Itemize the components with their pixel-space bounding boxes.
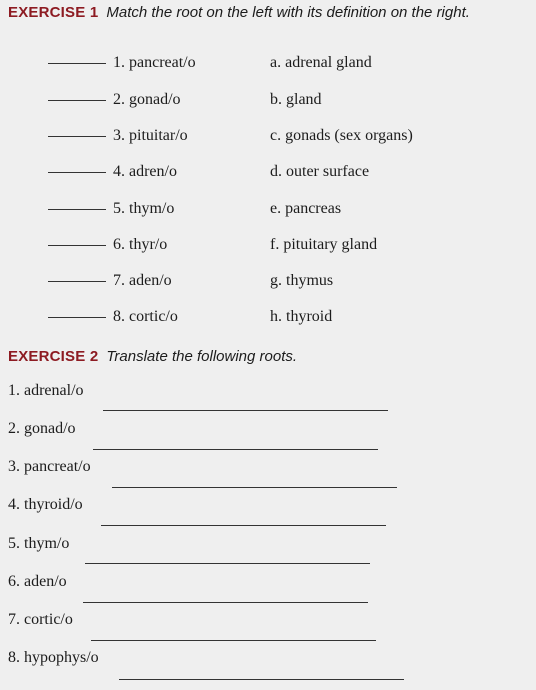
definition-item: b. gland bbox=[270, 91, 322, 108]
definition-item: e. pancreas bbox=[270, 200, 342, 217]
translation-row bbox=[0, 570, 536, 608]
translation-row bbox=[0, 417, 536, 455]
translation-item: 1. adrenal/o bbox=[8, 382, 84, 399]
answer-blank[interactable] bbox=[48, 63, 106, 64]
root-item: 8. cortic/o bbox=[113, 308, 178, 325]
root-item: 1. pancreat/o bbox=[113, 54, 196, 71]
answer-blank[interactable] bbox=[48, 136, 106, 137]
definition-item: h. thyroid bbox=[270, 308, 333, 325]
translation-item: 8. hypophys/o bbox=[8, 649, 99, 666]
match-row bbox=[0, 305, 536, 329]
translation-row bbox=[0, 455, 536, 493]
root-item: 6. thyr/o bbox=[113, 236, 168, 253]
translation-row bbox=[0, 646, 536, 684]
translation-row bbox=[0, 608, 536, 646]
match-row bbox=[0, 233, 536, 257]
translation-item: 2. gonad/o bbox=[8, 420, 76, 437]
match-row bbox=[0, 124, 536, 148]
match-row bbox=[0, 160, 536, 184]
root-item: 2. gonad/o bbox=[113, 91, 181, 108]
answer-line[interactable] bbox=[91, 640, 376, 641]
definition-item: g. thymus bbox=[270, 272, 334, 289]
answer-line[interactable] bbox=[103, 410, 388, 411]
exercise-1-label: EXERCISE 1 bbox=[8, 4, 99, 21]
answer-line[interactable] bbox=[112, 487, 397, 488]
answer-blank[interactable] bbox=[48, 317, 106, 318]
exercise-1-instruction: Match the root on the left with its definition on the right. bbox=[106, 4, 470, 21]
answer-line[interactable] bbox=[101, 525, 386, 526]
answer-blank[interactable] bbox=[48, 100, 106, 101]
exercise-2-heading bbox=[8, 348, 297, 366]
answer-blank[interactable] bbox=[48, 281, 106, 282]
answer-blank[interactable] bbox=[48, 172, 106, 173]
answer-blank[interactable] bbox=[48, 209, 106, 210]
root-item: 5. thym/o bbox=[113, 200, 175, 217]
definition-item: f. pituitary gland bbox=[270, 236, 378, 253]
translation-item: 4. thyroid/o bbox=[8, 496, 83, 513]
definition-item: a. adrenal gland bbox=[270, 54, 372, 71]
root-item: 4. adren/o bbox=[113, 163, 177, 180]
answer-line[interactable] bbox=[83, 602, 368, 603]
exercise-2-instruction: Translate the following roots. bbox=[106, 348, 298, 365]
translation-item: 7. cortic/o bbox=[8, 611, 73, 628]
root-item: 3. pituitar/o bbox=[113, 127, 188, 144]
match-row bbox=[0, 88, 536, 112]
translation-row bbox=[0, 493, 536, 531]
root-item: 7. aden/o bbox=[113, 272, 172, 289]
translation-row bbox=[0, 379, 536, 417]
definition-item: d. outer surface bbox=[270, 163, 370, 180]
translation-row bbox=[0, 532, 536, 570]
answer-line[interactable] bbox=[85, 563, 370, 564]
answer-line[interactable] bbox=[93, 449, 378, 450]
definition-item: c. gonads (sex organs) bbox=[270, 127, 413, 144]
translation-item: 6. aden/o bbox=[8, 573, 67, 590]
translation-item: 3. pancreat/o bbox=[8, 458, 91, 475]
exercise-1-heading bbox=[8, 4, 470, 22]
answer-blank[interactable] bbox=[48, 245, 106, 246]
exercise-2-label: EXERCISE 2 bbox=[8, 348, 99, 365]
match-row bbox=[0, 269, 536, 293]
translation-item: 5. thym/o bbox=[8, 535, 70, 552]
answer-line[interactable] bbox=[119, 679, 404, 680]
match-row bbox=[0, 51, 536, 75]
match-row bbox=[0, 197, 536, 221]
